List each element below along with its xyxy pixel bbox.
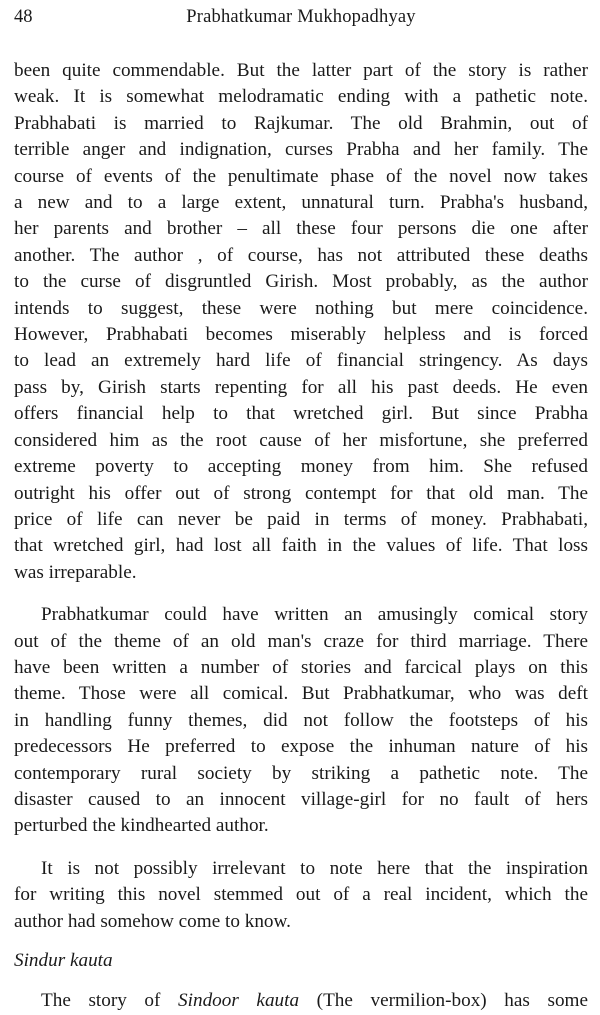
text-line: extreme poverty to accepting money from him. She refused — [14, 456, 588, 478]
body-text — [14, 58, 588, 1015]
running-header — [14, 4, 588, 30]
section-heading: Sindur kauta — [14, 950, 113, 971]
text-run: (The vermilion-box) has some — [299, 990, 588, 1012]
text-line: for writing this novel stemmed out of a real incident, which the — [14, 884, 588, 906]
text-line: author had somehow come to know. — [14, 910, 291, 932]
text-line: price of life can never be paid in terms of money. Prabhabati, — [14, 508, 588, 530]
text-line: contemporary rural society by striking a pathetic note. The — [14, 762, 588, 784]
text-line: out of the theme of an old man's craze for third marriage. There — [14, 630, 588, 652]
text-line: predecessors He preferred to expose the inhuman nature of his — [14, 736, 588, 758]
text-line: weak. It is somewhat melodramatic ending with a pathetic note. — [14, 86, 588, 108]
text-line: intends to suggest, these were nothing but mere coincidence. — [14, 297, 588, 319]
text-line: that wretched girl, had lost all faith in the values of life. That loss — [14, 535, 588, 557]
text-line: to lead an extremely hard life of financial stringency. As days — [14, 350, 588, 372]
text-line: in handling funny themes, did not follow the footsteps of his — [14, 709, 588, 731]
text-line: perturbed the kindhearted author. — [14, 815, 269, 837]
text-line: have been written a number of stories and farcical plays on this — [14, 656, 588, 678]
text-line: outright his offer out of strong contempt for that old man. The — [14, 482, 588, 504]
page-number: 48 — [14, 7, 33, 27]
text-line — [14, 988, 588, 1014]
book-title: Sindoor kauta — [178, 990, 300, 1012]
text-line: disaster caused to an innocent village-girl for no fault of hers — [14, 788, 588, 810]
paragraph-2 — [14, 602, 588, 840]
text-line: course of events of the penultimate phase of the novel now takes — [14, 165, 588, 187]
text-line: theme. Those were all comical. But Prabhatkumar, who was deft — [14, 683, 588, 705]
text-line: was irreparable. — [14, 561, 137, 583]
text-line: It is not possibly irrelevant to note here that the inspiration — [41, 857, 588, 879]
text-line: However, Prabhabati becomes miserably helpless and is forced — [14, 324, 588, 346]
text-line: pass by, Girish starts repenting for all his past deeds. He even — [14, 376, 588, 398]
running-title: Prabhatkumar Mukhopadhyay — [186, 7, 416, 27]
text-run: The story of — [41, 990, 179, 1012]
paragraph-4 — [14, 988, 588, 1014]
text-line: to the curse of disgruntled Girish. Most probably, as the author — [14, 271, 588, 293]
text-line: Prabhatkumar could have written an amusingly comical story — [41, 604, 588, 626]
paragraph-1 — [14, 58, 588, 586]
text-line: another. The author , of course, has not attributed these deaths — [14, 244, 588, 266]
paragraph-3 — [14, 856, 588, 935]
text-line: offers financial help to that wretched girl. But since Prabha — [14, 403, 588, 425]
text-line: Prabhabati is married to Rajkumar. The old Brahmin, out of — [14, 112, 588, 134]
text-line: been quite commendable. But the latter part of the story is rather — [14, 60, 588, 81]
text-line: her parents and brother – all these four persons die one after — [14, 218, 588, 240]
text-line: terrible anger and indignation, curses Prabha and her family. The — [14, 139, 588, 161]
text-line: a new and to a large extent, unnatural turn. Prabha's husband, — [14, 192, 588, 214]
text-line: considered him as the root cause of her misfortune, she preferred — [14, 429, 588, 451]
